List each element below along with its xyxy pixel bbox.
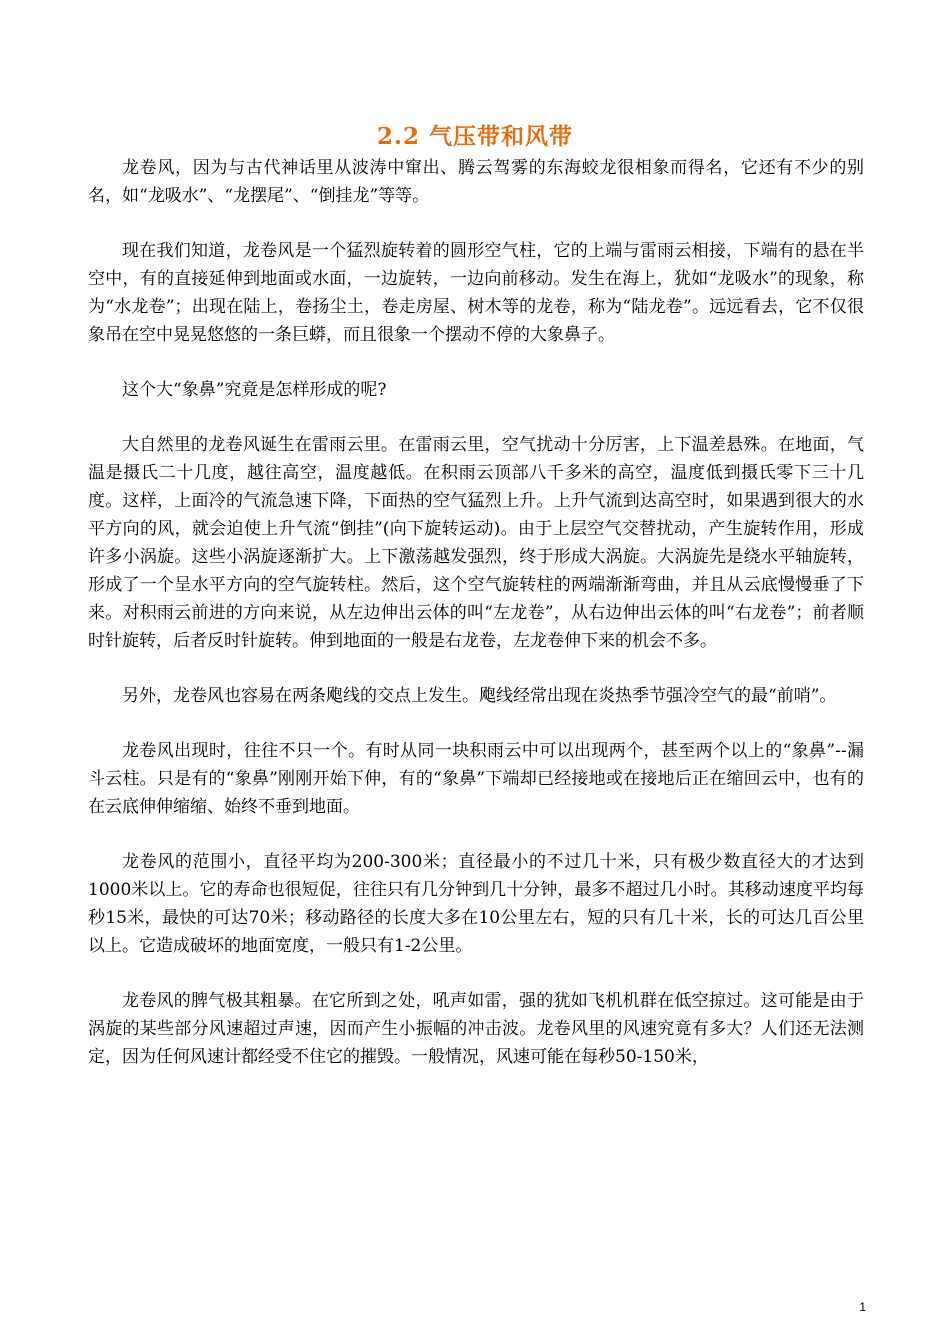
paragraph: 这个大“象鼻”究竟是怎样形成的呢? (122, 380, 387, 400)
paragraph: 另外，龙卷风也容易在两条飑线的交点上发生。飑线经常出现在炎热季节强冷空气的最“前哨”。 (122, 686, 837, 706)
paragraph: 龙卷风出现时，往往不只一个。有时从同一块积雨云中可以出现两个，甚至两个以上的“象鼻”--漏斗云柱。只是有的“象鼻”刚刚开始下伸，有的“象鼻”下端却已经接地或在接地后正在缩回云中，也有的在云底伸伸缩缩、始终不垂到地面。 (88, 741, 864, 817)
paragraph: 龙卷风的范围小，直径平均为200-300米；直径最小的不过几十米，只有极少数直径大的才达到1000米以上。它的寿命也很短促，往往只有几分钟到几十分钟，最多不超过几小时。其移动速度平均每秒15米，最快的可达70米；移动路径的长度大多在10公里左右，短的只有几十米，长的可达几百公里以上。它造成破坏的地面宽度，一般只有1-2公里。 (88, 852, 864, 956)
page-number: 1 (859, 1300, 866, 1314)
paragraph: 大自然里的龙卷风诞生在雷雨云里。在雷雨云里，空气扰动十分厉害，上下温差悬殊。在地面，气温是摄氏二十几度，越往高空，温度越低。在积雨云顶部八千多米的高空，温度低到摄氏零下三十几度。这样，上面冷的气流急速下降，下面热的空气猛烈上升。上升气流到达高空时，如果遇到很大的水平方向的风，就会迫使上升气流“倒挂”(向下旋转运动)。由于上层空气交替扰动，产生旋转作用，形成许多小涡旋。这些小涡旋逐渐扩大。上下激荡越发强烈，终于形成大涡旋。大涡旋先是绕水平轴旋转，形成了一个呈水平方向的空气旋转柱。然后，这个空气旋转柱的两端渐渐弯曲，并且从云底慢慢垂了下来。对积雨云前进的方向来说，从左边伸出云体的叫“左龙卷”，从右边伸出云体的叫“右龙卷”；前者顺时针旋转，后者反时针旋转。伸到地面的一般是右龙卷，左龙卷伸下来的机会不多。 (88, 435, 864, 651)
article-body (88, 154, 864, 1098)
paragraph: 龙卷风的脾气极其粗暴。在它所到之处，吼声如雷，强的犹如飞机机群在低空掠过。这可能是由于涡旋的某些部分风速超过声速，因而产生小振幅的冲击波。龙卷风里的风速究竟有多大？人们还无法测定，因为任何风速计都经受不住它的摧毁。一般情况，风速可能在每秒50-150米， (88, 991, 864, 1067)
paragraph: 龙卷风，因为与古代神话里从波涛中窜出、腾云驾雾的东海蛟龙很相象而得名，它还有不少的别名，如“龙吸水”、“龙摆尾”、“倒挂龙”等等。 (88, 158, 864, 206)
page-title: 2.2 气压带和风带 (376, 123, 574, 150)
paragraph: 现在我们知道，龙卷风是一个猛烈旋转着的圆形空气柱，它的上端与雷雨云相接，下端有的悬在半空中，有的直接延伸到地面或水面，一边旋转，一边向前移动。发生在海上，犹如“龙吸水”的现象，称为“水龙卷”；出现在陆上，卷扬尘土，卷走房屋、树木等的龙卷，称为“陆龙卷”。远远看去，它不仅很象吊在空中晃晃悠悠的一条巨蟒，而且很象一个摆动不停的大象鼻子。 (88, 241, 864, 345)
